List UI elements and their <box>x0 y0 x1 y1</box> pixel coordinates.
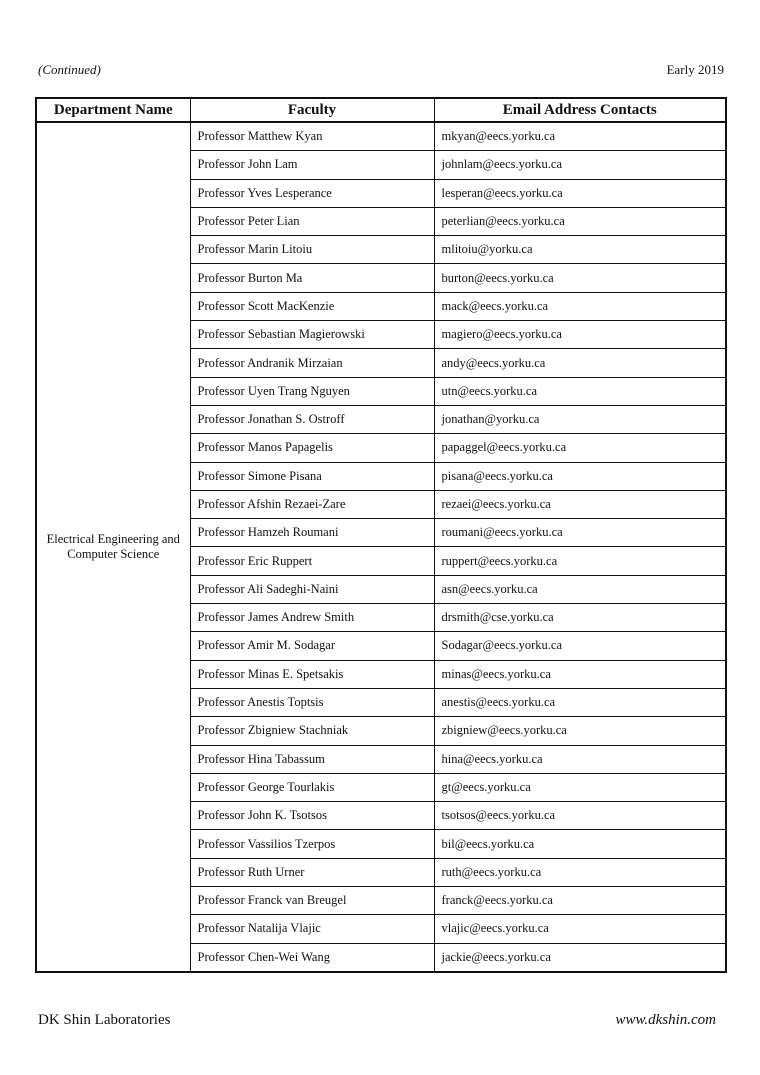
faculty-cell: Professor Uyen Trang Nguyen <box>190 377 434 405</box>
faculty-cell: Professor Scott MacKenzie <box>190 292 434 320</box>
faculty-cell: Professor Natalija Vlajic <box>190 915 434 943</box>
email-cell[interactable]: utn@eecs.yorku.ca <box>434 377 726 405</box>
email-cell[interactable]: gt@eecs.yorku.ca <box>434 773 726 801</box>
table-body <box>36 122 726 972</box>
faculty-cell: Professor Franck van Breugel <box>190 887 434 915</box>
table-row <box>36 122 726 151</box>
email-cell[interactable]: hina@eecs.yorku.ca <box>434 745 726 773</box>
email-cell[interactable]: ruth@eecs.yorku.ca <box>434 858 726 886</box>
email-cell[interactable]: andy@eecs.yorku.ca <box>434 349 726 377</box>
faculty-cell: Professor Sebastian Magierowski <box>190 321 434 349</box>
faculty-cell: Professor Marin Litoiu <box>190 236 434 264</box>
faculty-cell: Professor Minas E. Spetsakis <box>190 660 434 688</box>
email-cell[interactable]: peterlian@eecs.yorku.ca <box>434 207 726 235</box>
date-label: Early 2019 <box>666 62 724 77</box>
email-cell[interactable]: mack@eecs.yorku.ca <box>434 292 726 320</box>
table-header-row <box>36 98 726 122</box>
department-name-line: Computer Science <box>67 546 160 561</box>
email-cell[interactable]: rezaei@eecs.yorku.ca <box>434 490 726 518</box>
faculty-cell: Professor Burton Ma <box>190 264 434 292</box>
footer-company: DK Shin Laboratories <box>38 1012 171 1028</box>
faculty-cell: Professor Peter Lian <box>190 207 434 235</box>
faculty-cell: Professor Hina Tabassum <box>190 745 434 773</box>
email-cell[interactable]: jonathan@yorku.ca <box>434 405 726 433</box>
email-cell[interactable]: mlitoiu@yorku.ca <box>434 236 726 264</box>
email-cell[interactable]: bil@eecs.yorku.ca <box>434 830 726 858</box>
faculty-cell: Professor Afshin Rezaei-Zare <box>190 490 434 518</box>
faculty-cell: Professor Manos Papagelis <box>190 434 434 462</box>
email-cell[interactable]: ruppert@eecs.yorku.ca <box>434 547 726 575</box>
email-cell[interactable]: tsotsos@eecs.yorku.ca <box>434 802 726 830</box>
faculty-cell: Professor John K. Tsotsos <box>190 802 434 830</box>
email-cell[interactable]: johnlam@eecs.yorku.ca <box>434 151 726 179</box>
email-cell[interactable]: asn@eecs.yorku.ca <box>434 575 726 603</box>
email-cell[interactable]: anestis@eecs.yorku.ca <box>434 688 726 716</box>
footer-website: www.dkshin.com <box>615 1012 716 1028</box>
faculty-cell: Professor Amir M. Sodagar <box>190 632 434 660</box>
email-cell[interactable]: burton@eecs.yorku.ca <box>434 264 726 292</box>
email-cell[interactable]: zbigniew@eecs.yorku.ca <box>434 717 726 745</box>
email-cell[interactable]: Sodagar@eecs.yorku.ca <box>434 632 726 660</box>
faculty-cell: Professor Matthew Kyan <box>190 122 434 151</box>
faculty-cell: Professor Jonathan S. Ostroff <box>190 405 434 433</box>
department-name-line: Electrical Engineering and <box>46 531 180 546</box>
email-cell[interactable]: lesperan@eecs.yorku.ca <box>434 179 726 207</box>
faculty-cell: Professor Ruth Urner <box>190 858 434 886</box>
continued-label: (Continued) <box>38 62 101 77</box>
faculty-cell: Professor Chen-Wei Wang <box>190 943 434 972</box>
faculty-cell: Professor Hamzeh Roumani <box>190 519 434 547</box>
column-header-email: Email Address Contacts <box>434 98 726 122</box>
email-cell[interactable]: roumani@eecs.yorku.ca <box>434 519 726 547</box>
faculty-cell: Professor Yves Lesperance <box>190 179 434 207</box>
faculty-cell: Professor John Lam <box>190 151 434 179</box>
email-cell[interactable]: mkyan@eecs.yorku.ca <box>434 122 726 151</box>
faculty-cell: Professor Eric Ruppert <box>190 547 434 575</box>
email-cell[interactable]: minas@eecs.yorku.ca <box>434 660 726 688</box>
column-header-faculty: Faculty <box>190 98 434 122</box>
email-cell[interactable]: jackie@eecs.yorku.ca <box>434 943 726 972</box>
faculty-cell: Professor James Andrew Smith <box>190 604 434 632</box>
faculty-cell: Professor George Tourlakis <box>190 773 434 801</box>
email-cell[interactable]: drsmith@cse.yorku.ca <box>434 604 726 632</box>
faculty-cell: Professor Anestis Toptsis <box>190 688 434 716</box>
faculty-cell: Professor Vassilios Tzerpos <box>190 830 434 858</box>
column-header-department: Department Name <box>36 98 190 122</box>
email-cell[interactable]: papaggel@eecs.yorku.ca <box>434 434 726 462</box>
faculty-cell: Professor Zbigniew Stachniak <box>190 717 434 745</box>
department-cell <box>36 122 190 972</box>
email-cell[interactable]: vlajic@eecs.yorku.ca <box>434 915 726 943</box>
faculty-cell: Professor Simone Pisana <box>190 462 434 490</box>
faculty-cell: Professor Andranik Mirzaian <box>190 349 434 377</box>
faculty-cell: Professor Ali Sadeghi-Naini <box>190 575 434 603</box>
email-cell[interactable]: magiero@eecs.yorku.ca <box>434 321 726 349</box>
contacts-table <box>35 97 727 973</box>
email-cell[interactable]: pisana@eecs.yorku.ca <box>434 462 726 490</box>
email-cell[interactable]: franck@eecs.yorku.ca <box>434 887 726 915</box>
